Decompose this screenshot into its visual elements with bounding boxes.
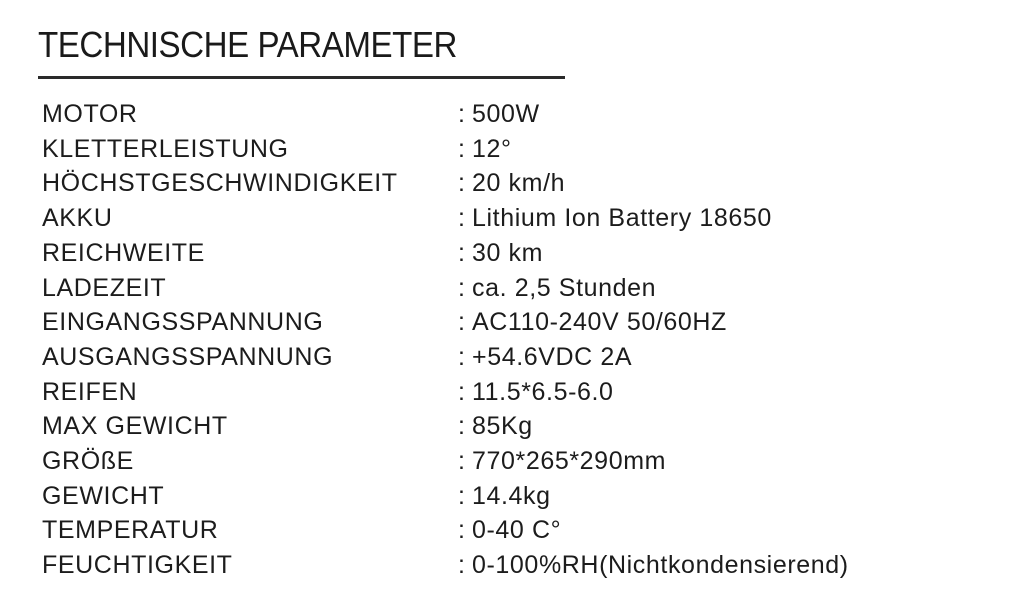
spec-row [42, 97, 849, 132]
spec-separator: : [458, 308, 466, 337]
spec-value: 85Kg [472, 412, 533, 441]
spec-label: REICHWEITE [42, 238, 205, 267]
spec-list [42, 97, 849, 583]
spec-label: AUSGANGSSPANNUNG [42, 342, 334, 371]
spec-row [42, 409, 849, 444]
spec-separator: : [458, 447, 466, 476]
spec-row [42, 132, 849, 167]
spec-row [42, 479, 849, 514]
spec-value: 11.5*6.5-6.0 [472, 377, 614, 406]
spec-label: LADEZEIT [42, 273, 167, 302]
spec-separator: : [458, 169, 466, 198]
spec-row [42, 513, 849, 548]
spec-label: GEWICHT [42, 481, 165, 510]
spec-separator: : [458, 481, 466, 510]
spec-value: AC110-240V 50/60HZ [472, 308, 727, 337]
spec-separator: : [458, 516, 466, 545]
spec-value: 500W [472, 100, 540, 128]
spec-label: KLETTERLEISTUNG [42, 134, 289, 163]
spec-label: MAX GEWICHT [42, 412, 228, 441]
spec-label: EINGANGSSPANNUNG [42, 308, 324, 337]
spec-label: MOTOR [42, 100, 138, 128]
spec-value: 30 km [472, 238, 544, 267]
spec-table [42, 97, 849, 583]
spec-label: HÖCHSTGESCHWINDIGKEIT [42, 169, 398, 198]
spec-row [42, 271, 849, 306]
page-title: TECHNISCHE PARAMETER [38, 24, 457, 65]
spec-row [42, 236, 849, 271]
spec-label: GRÖßE [42, 447, 134, 476]
spec-label: REIFEN [42, 377, 138, 406]
spec-value: 0-100%RH(Nichtkondensierend) [472, 551, 849, 580]
spec-separator: : [458, 342, 466, 371]
spec-value: 14.4kg [472, 481, 551, 510]
spec-value: 0-40 C° [472, 516, 562, 545]
spec-separator: : [458, 204, 466, 233]
spec-label: TEMPERATUR [42, 516, 219, 545]
spec-separator: : [458, 412, 466, 441]
spec-separator: : [458, 377, 466, 406]
spec-value: 770*265*290mm [472, 447, 667, 476]
spec-separator: : [458, 100, 466, 128]
spec-value: 20 km/h [472, 169, 566, 198]
spec-value: 12° [472, 134, 512, 163]
spec-row [42, 201, 849, 236]
title-underline [38, 76, 565, 79]
spec-row [42, 548, 849, 583]
spec-row [42, 375, 849, 410]
spec-value: Lithium Ion Battery 18650 [472, 204, 772, 233]
spec-value: +54.6VDC 2A [472, 342, 633, 371]
spec-separator: : [458, 238, 466, 267]
spec-separator: : [458, 551, 466, 580]
spec-row [42, 305, 849, 340]
spec-separator: : [458, 273, 466, 302]
spec-label: FEUCHTIGKEIT [42, 551, 233, 580]
spec-row [42, 166, 849, 201]
spec-row [42, 340, 849, 375]
spec-separator: : [458, 134, 466, 163]
spec-value: ca. 2,5 Stunden [472, 273, 657, 302]
spec-row [42, 444, 849, 479]
spec-label: AKKU [42, 204, 113, 233]
